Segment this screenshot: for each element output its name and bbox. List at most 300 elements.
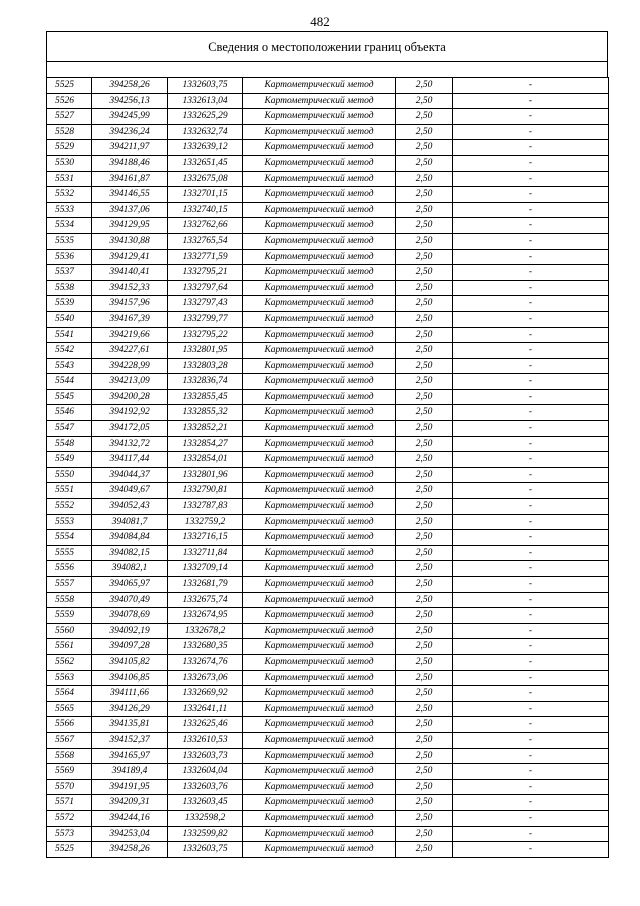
accuracy-cell: 2,50 [396,748,453,764]
point-number-cell: 5567 [47,732,92,748]
method-cell: Картометрический метод [243,327,396,343]
table-row [47,218,609,234]
description-cell: - [453,483,609,499]
table-row [47,436,609,452]
description-cell: - [453,795,609,811]
y-coordinate-cell: 1332599,82 [168,826,243,842]
method-cell: Картометрический метод [243,155,396,171]
y-coordinate-cell: 1332795,22 [168,327,243,343]
x-coordinate-cell: 394219,66 [92,327,168,343]
accuracy-cell: 2,50 [396,530,453,546]
table-row [47,405,609,421]
x-coordinate-cell: 394253,04 [92,826,168,842]
method-cell: Картометрический метод [243,202,396,218]
y-coordinate-cell: 1332803,28 [168,358,243,374]
point-number-cell: 5534 [47,218,92,234]
table-row [47,249,609,265]
point-number-cell: 5550 [47,467,92,483]
description-cell: - [453,452,609,468]
method-cell: Картометрический метод [243,78,396,94]
table-row [47,78,609,94]
table-row [47,748,609,764]
description-cell: - [453,233,609,249]
description-cell: - [453,218,609,234]
point-number-cell: 5563 [47,670,92,686]
description-cell: - [453,561,609,577]
x-coordinate-cell: 394111,66 [92,686,168,702]
accuracy-cell: 2,50 [396,93,453,109]
method-cell: Картометрический метод [243,717,396,733]
table-row [47,779,609,795]
method-cell: Картометрический метод [243,187,396,203]
y-coordinate-cell: 1332799,77 [168,311,243,327]
method-cell: Картометрический метод [243,358,396,374]
x-coordinate-cell: 394132,72 [92,436,168,452]
accuracy-cell: 2,50 [396,467,453,483]
method-cell: Картометрический метод [243,374,396,390]
method-cell: Картометрический метод [243,109,396,125]
x-coordinate-cell: 394244,16 [92,810,168,826]
table-row [47,155,609,171]
accuracy-cell: 2,50 [396,795,453,811]
accuracy-cell: 2,50 [396,545,453,561]
y-coordinate-cell: 1332681,79 [168,577,243,593]
point-number-cell: 5554 [47,530,92,546]
method-cell: Картометрический метод [243,732,396,748]
table-row [47,124,609,140]
method-cell: Картометрический метод [243,483,396,499]
point-number-cell: 5538 [47,280,92,296]
method-cell: Картометрический метод [243,171,396,187]
point-number-cell: 5564 [47,686,92,702]
x-coordinate-cell: 394078,69 [92,608,168,624]
accuracy-cell: 2,50 [396,249,453,265]
point-number-cell: 5553 [47,514,92,530]
description-cell: - [453,202,609,218]
y-coordinate-cell: 1332787,83 [168,499,243,515]
y-coordinate-cell: 1332675,08 [168,171,243,187]
description-cell: - [453,530,609,546]
y-coordinate-cell: 1332625,46 [168,717,243,733]
table-row [47,810,609,826]
method-cell: Картометрический метод [243,545,396,561]
point-number-cell: 5566 [47,717,92,733]
description-cell: - [453,140,609,156]
accuracy-cell: 2,50 [396,452,453,468]
y-coordinate-cell: 1332603,75 [168,78,243,94]
table-row [47,140,609,156]
table-row [47,826,609,842]
y-coordinate-cell: 1332632,74 [168,124,243,140]
point-number-cell: 5573 [47,826,92,842]
y-coordinate-cell: 1332641,11 [168,701,243,717]
x-coordinate-cell: 394157,96 [92,296,168,312]
method-cell: Картометрический метод [243,514,396,530]
method-cell: Картометрический метод [243,436,396,452]
description-cell: - [453,545,609,561]
accuracy-cell: 2,50 [396,717,453,733]
method-cell: Картометрический метод [243,421,396,437]
description-cell: - [453,436,609,452]
y-coordinate-cell: 1332639,12 [168,140,243,156]
method-cell: Картометрический метод [243,748,396,764]
point-number-cell: 5539 [47,296,92,312]
description-cell: - [453,499,609,515]
x-coordinate-cell: 394258,26 [92,842,168,858]
table-row [47,265,609,281]
description-cell: - [453,280,609,296]
table-row [47,592,609,608]
table-row [47,187,609,203]
y-coordinate-cell: 1332765,54 [168,233,243,249]
accuracy-cell: 2,50 [396,592,453,608]
y-coordinate-cell: 1332604,04 [168,764,243,780]
description-cell: - [453,405,609,421]
table-row [47,374,609,390]
x-coordinate-cell: 394106,85 [92,670,168,686]
y-coordinate-cell: 1332795,21 [168,265,243,281]
x-coordinate-cell: 394189,4 [92,764,168,780]
x-coordinate-cell: 394044,37 [92,467,168,483]
method-cell: Картометрический метод [243,265,396,281]
description-cell: - [453,109,609,125]
point-number-cell: 5541 [47,327,92,343]
description-cell: - [453,296,609,312]
table-row [47,171,609,187]
point-number-cell: 5557 [47,577,92,593]
description-cell: - [453,732,609,748]
description-cell: - [453,779,609,795]
x-coordinate-cell: 394200,28 [92,389,168,405]
point-number-cell: 5571 [47,795,92,811]
point-number-cell: 5561 [47,639,92,655]
method-cell: Картометрический метод [243,795,396,811]
point-number-cell: 5552 [47,499,92,515]
y-coordinate-cell: 1332762,66 [168,218,243,234]
point-number-cell: 5526 [47,93,92,109]
method-cell: Картометрический метод [243,810,396,826]
accuracy-cell: 2,50 [396,779,453,795]
method-cell: Картометрический метод [243,124,396,140]
table-row [47,717,609,733]
table-row [47,577,609,593]
accuracy-cell: 2,50 [396,296,453,312]
description-cell: - [453,764,609,780]
method-cell: Картометрический метод [243,779,396,795]
table-row [47,311,609,327]
point-number-cell: 5531 [47,171,92,187]
accuracy-cell: 2,50 [396,842,453,858]
description-cell: - [453,327,609,343]
x-coordinate-cell: 394227,61 [92,343,168,359]
x-coordinate-cell: 394052,43 [92,499,168,515]
point-number-cell: 5548 [47,436,92,452]
x-coordinate-cell: 394228,99 [92,358,168,374]
table-row [47,343,609,359]
description-cell: - [453,748,609,764]
y-coordinate-cell: 1332625,29 [168,109,243,125]
description-cell: - [453,623,609,639]
x-coordinate-cell: 394129,41 [92,249,168,265]
x-coordinate-cell: 394211,97 [92,140,168,156]
accuracy-cell: 2,50 [396,826,453,842]
table-row [47,389,609,405]
point-number-cell: 5544 [47,374,92,390]
method-cell: Картометрический метод [243,389,396,405]
table-row [47,93,609,109]
point-number-cell: 5546 [47,405,92,421]
point-number-cell: 5565 [47,701,92,717]
y-coordinate-cell: 1332709,14 [168,561,243,577]
method-cell: Картометрический метод [243,701,396,717]
y-coordinate-cell: 1332669,92 [168,686,243,702]
y-coordinate-cell: 1332855,45 [168,389,243,405]
method-cell: Картометрический метод [243,764,396,780]
y-coordinate-cell: 1332801,96 [168,467,243,483]
point-number-cell: 5556 [47,561,92,577]
accuracy-cell: 2,50 [396,327,453,343]
accuracy-cell: 2,50 [396,140,453,156]
point-number-cell: 5562 [47,654,92,670]
x-coordinate-cell: 394129,95 [92,218,168,234]
x-coordinate-cell: 394070,49 [92,592,168,608]
point-number-cell: 5527 [47,109,92,125]
y-coordinate-cell: 1332797,43 [168,296,243,312]
description-cell: - [453,374,609,390]
accuracy-cell: 2,50 [396,623,453,639]
description-cell: - [453,155,609,171]
accuracy-cell: 2,50 [396,109,453,125]
x-coordinate-cell: 394191,95 [92,779,168,795]
point-number-cell: 5525 [47,78,92,94]
table-row [47,280,609,296]
description-cell: - [453,686,609,702]
method-cell: Картометрический метод [243,842,396,858]
description-cell: - [453,592,609,608]
accuracy-cell: 2,50 [396,374,453,390]
description-cell: - [453,577,609,593]
x-coordinate-cell: 394137,06 [92,202,168,218]
table-row [47,514,609,530]
y-coordinate-cell: 1332603,45 [168,795,243,811]
method-cell: Картометрический метод [243,530,396,546]
y-coordinate-cell: 1332836,74 [168,374,243,390]
table-row [47,233,609,249]
coordinates-table-body [47,78,609,858]
table-column-header-row [46,61,608,77]
method-cell: Картометрический метод [243,140,396,156]
method-cell: Картометрический метод [243,654,396,670]
x-coordinate-cell: 394161,87 [92,171,168,187]
description-cell: - [453,654,609,670]
x-coordinate-cell: 394081,7 [92,514,168,530]
table-row [47,202,609,218]
accuracy-cell: 2,50 [396,701,453,717]
point-number-cell: 5555 [47,545,92,561]
table-row [47,623,609,639]
method-cell: Картометрический метод [243,233,396,249]
accuracy-cell: 2,50 [396,421,453,437]
y-coordinate-cell: 1332801,95 [168,343,243,359]
point-number-cell: 5547 [47,421,92,437]
table-row [47,561,609,577]
accuracy-cell: 2,50 [396,233,453,249]
x-coordinate-cell: 394192,92 [92,405,168,421]
description-cell: - [453,826,609,842]
table-row [47,467,609,483]
method-cell: Картометрический метод [243,296,396,312]
description-cell: - [453,187,609,203]
x-coordinate-cell: 394209,31 [92,795,168,811]
accuracy-cell: 2,50 [396,561,453,577]
y-coordinate-cell: 1332603,76 [168,779,243,795]
point-number-cell: 5560 [47,623,92,639]
accuracy-cell: 2,50 [396,514,453,530]
method-cell: Картометрический метод [243,592,396,608]
y-coordinate-cell: 1332675,74 [168,592,243,608]
method-cell: Картометрический метод [243,577,396,593]
x-coordinate-cell: 394165,97 [92,748,168,764]
description-cell: - [453,311,609,327]
table-row [47,639,609,655]
table-row [47,764,609,780]
description-cell: - [453,358,609,374]
x-coordinate-cell: 394065,97 [92,577,168,593]
description-cell: - [453,78,609,94]
description-cell: - [453,389,609,405]
x-coordinate-cell: 394097,28 [92,639,168,655]
y-coordinate-cell: 1332680,35 [168,639,243,655]
accuracy-cell: 2,50 [396,483,453,499]
description-cell: - [453,421,609,437]
method-cell: Картометрический метод [243,467,396,483]
point-number-cell: 5570 [47,779,92,795]
x-coordinate-cell: 394152,33 [92,280,168,296]
point-number-cell: 5549 [47,452,92,468]
y-coordinate-cell: 1332797,64 [168,280,243,296]
accuracy-cell: 2,50 [396,265,453,281]
x-coordinate-cell: 394105,82 [92,654,168,670]
description-cell: - [453,93,609,109]
accuracy-cell: 2,50 [396,499,453,515]
table-row [47,483,609,499]
table-row [47,327,609,343]
method-cell: Картометрический метод [243,499,396,515]
y-coordinate-cell: 1332716,15 [168,530,243,546]
y-coordinate-cell: 1332598,2 [168,810,243,826]
accuracy-cell: 2,50 [396,639,453,655]
point-number-cell: 5537 [47,265,92,281]
table-row [47,608,609,624]
x-coordinate-cell: 394092,19 [92,623,168,639]
method-cell: Картометрический метод [243,452,396,468]
point-number-cell: 5532 [47,187,92,203]
y-coordinate-cell: 1332701,15 [168,187,243,203]
point-number-cell: 5535 [47,233,92,249]
method-cell: Картометрический метод [243,93,396,109]
point-number-cell: 5551 [47,483,92,499]
x-coordinate-cell: 394213,09 [92,374,168,390]
table-row [47,109,609,125]
x-coordinate-cell: 394082,15 [92,545,168,561]
table-row [47,545,609,561]
method-cell: Картометрический метод [243,405,396,421]
point-number-cell: 5569 [47,764,92,780]
x-coordinate-cell: 394126,29 [92,701,168,717]
accuracy-cell: 2,50 [396,311,453,327]
method-cell: Картометрический метод [243,311,396,327]
accuracy-cell: 2,50 [396,732,453,748]
point-number-cell: 5525 [47,842,92,858]
point-number-cell: 5533 [47,202,92,218]
x-coordinate-cell: 394130,88 [92,233,168,249]
description-cell: - [453,171,609,187]
accuracy-cell: 2,50 [396,187,453,203]
method-cell: Картометрический метод [243,218,396,234]
table-row [47,358,609,374]
point-number-cell: 5559 [47,608,92,624]
accuracy-cell: 2,50 [396,654,453,670]
table-row [47,701,609,717]
accuracy-cell: 2,50 [396,686,453,702]
y-coordinate-cell: 1332759,2 [168,514,243,530]
x-coordinate-cell: 394167,39 [92,311,168,327]
y-coordinate-cell: 1332610,53 [168,732,243,748]
y-coordinate-cell: 1332678,2 [168,623,243,639]
accuracy-cell: 2,50 [396,810,453,826]
accuracy-cell: 2,50 [396,436,453,452]
table-row [47,421,609,437]
table-row [47,530,609,546]
x-coordinate-cell: 394135,81 [92,717,168,733]
y-coordinate-cell: 1332651,45 [168,155,243,171]
point-number-cell: 5542 [47,343,92,359]
y-coordinate-cell: 1332740,15 [168,202,243,218]
description-cell: - [453,810,609,826]
y-coordinate-cell: 1332674,76 [168,654,243,670]
point-number-cell: 5572 [47,810,92,826]
description-cell: - [453,701,609,717]
y-coordinate-cell: 1332852,21 [168,421,243,437]
x-coordinate-cell: 394082,1 [92,561,168,577]
method-cell: Картометрический метод [243,623,396,639]
y-coordinate-cell: 1332603,75 [168,842,243,858]
point-number-cell: 5558 [47,592,92,608]
accuracy-cell: 2,50 [396,608,453,624]
method-cell: Картометрический метод [243,249,396,265]
table-title: Сведения о местоположении границ объекта [46,31,608,61]
table-row [47,670,609,686]
description-cell: - [453,249,609,265]
description-cell: - [453,670,609,686]
table-row [47,499,609,515]
x-coordinate-cell: 394146,55 [92,187,168,203]
point-number-cell: 5528 [47,124,92,140]
method-cell: Картометрический метод [243,639,396,655]
accuracy-cell: 2,50 [396,280,453,296]
y-coordinate-cell: 1332790,81 [168,483,243,499]
y-coordinate-cell: 1332854,27 [168,436,243,452]
method-cell: Картометрический метод [243,343,396,359]
accuracy-cell: 2,50 [396,389,453,405]
description-cell: - [453,265,609,281]
accuracy-cell: 2,50 [396,155,453,171]
method-cell: Картометрический метод [243,826,396,842]
point-number-cell: 5543 [47,358,92,374]
accuracy-cell: 2,50 [396,764,453,780]
table-row [47,296,609,312]
table-row [47,686,609,702]
